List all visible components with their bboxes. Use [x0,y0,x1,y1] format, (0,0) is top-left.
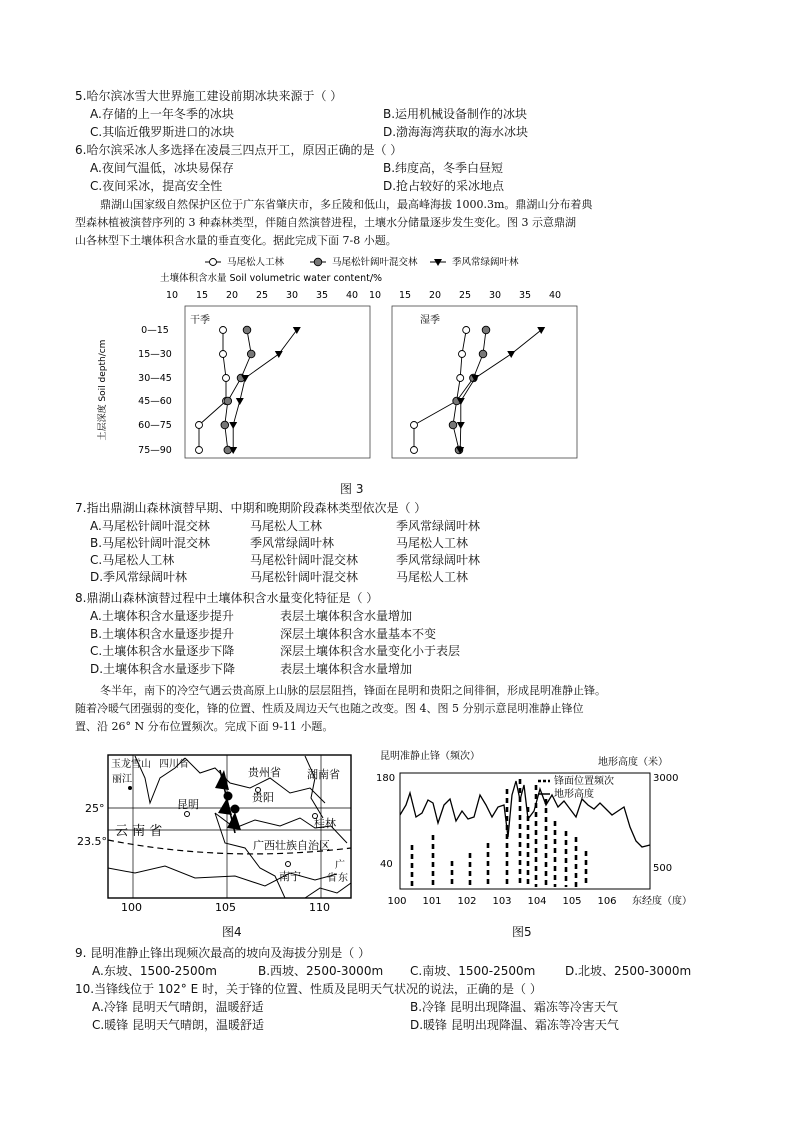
q10-option-b: B.冷锋 昆明出现降温、霜冻等冷害天气 [410,1000,618,1014]
q7-option-cell: 马尾松人工林 [396,570,469,584]
q9-option-c: C.南坡、1500-2500m [410,964,536,978]
x-tick-label: 106 [597,896,617,907]
map-label-hunan: 湖南省 [307,768,340,781]
q5-option-b: B.运用机械设备制作的冰块 [383,107,528,121]
legend-label: 马尾松针阔叶混交林 [332,257,418,268]
right-axis-title: 地形高度（米） [598,757,668,768]
data-point [247,350,255,358]
q7-option-cell: 季风常绿阔叶林 [250,536,335,550]
dry-season-label: 干季 [190,315,210,326]
data-point [459,351,466,358]
dry-panel-frame [185,306,370,458]
q9-option-d: D.北坡、2500-3000m [565,964,692,978]
latitude-label: 25° [85,802,105,815]
passage2-line3: 置、沿 26° N 分布位置频次。完成下面 9-11 小题。 [75,720,334,733]
x-tick-label: 30 [285,290,299,301]
q10-option-d: D.暖锋 昆明出现降温、霜冻等冷害天气 [410,1018,619,1032]
x-tick-label: 15 [398,290,412,301]
q7-option-cell: 季风常绿阔叶林 [396,519,481,533]
passage2-line1: 冬半年，南下的冷空气遇云贵高原上山脉的层层阻挡，锋面在昆明和贵阳之间徘徊，形成昆明准静止锋。 [100,684,606,697]
left-axis-tick: 40 [380,859,393,870]
x-tick-label: 103 [492,896,512,907]
y-tick-label: 0—15 [141,325,169,336]
left-axis-tick: 180 [376,773,396,784]
kunming-city-marker [185,812,190,817]
q7-option-cell: 马尾松针阔叶混交林 [250,553,359,567]
q7-option-cell: C.马尾松人工林 [90,553,175,567]
q8-stem: 8.鼎湖山森林演替过程中土壤体积含水量变化特征是（ ） [75,591,379,605]
q8-option-cell: C.土壤体积含水量逐步下降 [90,644,235,658]
q8-option-cell: 表层土壤体积含水量增加 [280,609,413,623]
data-point [457,375,464,382]
data-point [275,351,283,358]
x-tick-label: 10 [165,290,179,301]
longitude-label: 110 [309,901,330,914]
q6-option-b: B.纬度高，冬季白昼短 [383,161,504,175]
data-point [537,327,545,334]
map-label-guangdong: 广 [335,860,345,871]
q7-stem: 7.指出鼎湖山森林演替早期、中期和晚期阶段森林类型依次是（ ） [75,501,427,515]
legend-label: 马尾松人工林 [227,257,285,268]
map-label-guangxi: 广西壮族自治区 [253,839,330,852]
map-label-yulong: 玉龙雪山 [111,759,151,770]
series-line [225,330,251,450]
map-label-nanning: 南宁 [279,870,301,883]
q5-option-d: D.渤海海湾获取的海水冰块 [383,125,529,139]
figure-3-caption: 图 3 [340,482,364,496]
q7-option-cell: B.马尾松针阔叶混交林 [90,536,211,550]
map-label-kunming: 昆明 [177,798,199,811]
data-point [479,350,487,358]
x-tick-label: 30 [488,290,502,301]
map-label-lijiang: 丽江 [112,774,132,785]
x-tick-label: 20 [225,290,239,301]
q8-option-cell: D.土壤体积含水量逐步下降 [90,661,236,676]
figure-4-caption: 图4 [222,925,242,939]
x-tick-label: 105 [562,896,582,907]
data-point [236,398,244,405]
warm-front-semicircle [224,792,233,801]
q9-stem: 9. 昆明准静止锋出现频次最高的坡向及海拔分别是（ ） [75,946,371,960]
data-point [221,421,229,429]
x-tick-label: 35 [315,290,329,301]
data-point [229,422,237,429]
series-line [460,330,541,450]
q6-option-a: A.夜间气温低，冰块易保存 [90,161,234,175]
x-tick-label: 10 [368,290,382,301]
legend-terrain-label: 地形高度 [554,789,594,800]
legend-marker [314,258,322,266]
q10-option-a: A.冷锋 昆明天气晴朗，温暖舒适 [92,1000,264,1014]
q9-option-b: B.西坡、2500-3000m [258,964,384,978]
longitude-label: 105 [215,901,236,914]
passage2-line2: 随着冷暖气团强弱的变化，锋的位置、性质及周边天气也随之改变。图 4、图 5 分别示意昆明准静止锋位 [75,702,584,715]
x-tick-label: 35 [518,290,532,301]
soil-water-chart [0,250,794,500]
passage1-line3: 山各林型下土壤体积含水量的垂直变化。据此完成下面 7-8 小题。 [75,234,397,247]
data-point [463,327,470,334]
q5-option-a: A.存储的上一年冬季的冰块 [90,107,234,121]
x-tick-label: 20 [428,290,442,301]
data-point [457,422,465,429]
q6-option-d: D.抢占较好的采冰地点 [383,179,505,193]
longitude-label: 100 [121,901,142,914]
data-point [196,447,203,454]
x-tick-label: 25 [458,290,472,301]
y-tick-label: 75—90 [138,445,172,456]
q8-option-cell: 深层土壤体积含水量基本不变 [280,626,437,641]
front-frequency-chart [370,745,710,915]
x-tick-label: 15 [195,290,209,301]
q7-option-cell: 季风常绿阔叶林 [396,553,481,567]
data-point [220,327,227,334]
data-point [507,351,515,358]
q5-stem: 5.哈尔滨冰雪大世界施工建设前期冰块来源于（ ） [75,89,343,103]
x-tick-label: 100 [387,896,407,907]
y-axis-label: 土层深度 Soil depth/cm [98,339,108,441]
q9-option-a: A.东坡、1500-2500m [92,964,217,978]
chart-top-title: 土壤体积含水量 Soil volumetric water content/% [160,273,383,284]
q7-option-cell: 马尾松针阔叶混交林 [250,570,359,584]
map-label-guilin: 桂林 [314,817,336,830]
map-label-sichuan: 四川省 [159,759,189,770]
right-axis-tick: 3000 [653,773,679,784]
q7-option-cell: 马尾松人工林 [396,536,469,550]
y-tick-label: 45—60 [138,396,172,407]
q10-option-c: C.暖锋 昆明天气晴朗，温暖舒适 [92,1018,265,1032]
data-point [243,326,251,334]
series-line [233,330,297,450]
latitude-label: 23.5° [77,835,107,848]
y-tick-label: 15—30 [138,349,172,360]
legend-marker [210,259,217,266]
data-point [449,421,457,429]
x-tick-label: 101 [422,896,442,907]
legend-label: 季风常绿阔叶林 [452,257,519,268]
data-point [223,375,230,382]
data-point [196,422,203,429]
q10-stem: 10.当锋线位于 102° E 时，关于锋的位置、性质及昆明天气状况的说法，正确的是（ ） [75,982,542,996]
data-point [224,397,232,405]
y-tick-label: 30—45 [138,373,172,384]
data-point [411,422,418,429]
map-label-guangdong: 省 [327,873,337,884]
q8-option-cell: 深层土壤体积含水量变化小于表层 [280,644,461,658]
x-axis-label: 东经度（度） [632,896,692,907]
data-point [220,351,227,358]
q8-option-cell: A.土壤体积含水量逐步提升 [90,609,234,623]
map-label-guiyang: 贵阳 [252,791,274,804]
q7-option-cell: A.马尾松针阔叶混交林 [90,519,210,533]
nanning-city-marker [286,862,291,867]
data-point [293,327,301,334]
series-line [414,330,466,450]
y-tick-label: 60—75 [138,420,172,431]
passage1-line2: 型森林植被演替序列的 3 种森林类型，伴随自然演替进程，土壤水分储量逐步发生变化。图 3 示意鼎湖 [75,216,576,229]
q6-stem: 6.哈尔滨采冰人多选择在凌晨三四点开工，原因正确的是（ ） [75,143,403,157]
terrain-height-line [400,781,650,847]
left-axis-title: 昆明准静止锋（频次） [380,751,480,762]
q5-option-c: C.其临近俄罗斯进口的冰块 [90,125,235,139]
map-label-guangdong: 东 [338,873,348,884]
q7-option-cell: D.季风常绿阔叶林 [90,570,188,584]
map-label-guizhou: 贵州省 [248,766,281,779]
x-tick-label: 40 [548,290,562,301]
x-tick-label: 104 [527,896,547,907]
passage1-line1: 鼎湖山国家级自然保护区位于广东省肇庆市，多丘陵和低山，最高峰海拔 1000.3m。鼎湖山分布着典 [100,198,593,211]
x-tick-label: 25 [255,290,269,301]
series-line [199,330,226,450]
q8-option-cell: 表层土壤体积含水量增加 [280,661,413,676]
figure-5-caption: 图5 [512,925,532,939]
q7-option-cell: 马尾松人工林 [250,519,323,533]
legend-frequency-label: 锋面位置频次 [554,776,614,787]
q8-option-cell: B.土壤体积含水量逐步提升 [90,626,235,641]
wet-season-label: 湿季 [420,315,440,326]
map-label-yunnan: 云 南 省 [115,824,163,839]
lijiang-city-marker [128,786,132,790]
data-point [482,326,490,334]
data-point [411,447,418,454]
right-axis-tick: 500 [653,863,673,874]
q6-option-c: C.夜间采冰，提高安全性 [90,179,223,193]
x-tick-label: 40 [345,290,359,301]
x-tick-label: 102 [457,896,477,907]
